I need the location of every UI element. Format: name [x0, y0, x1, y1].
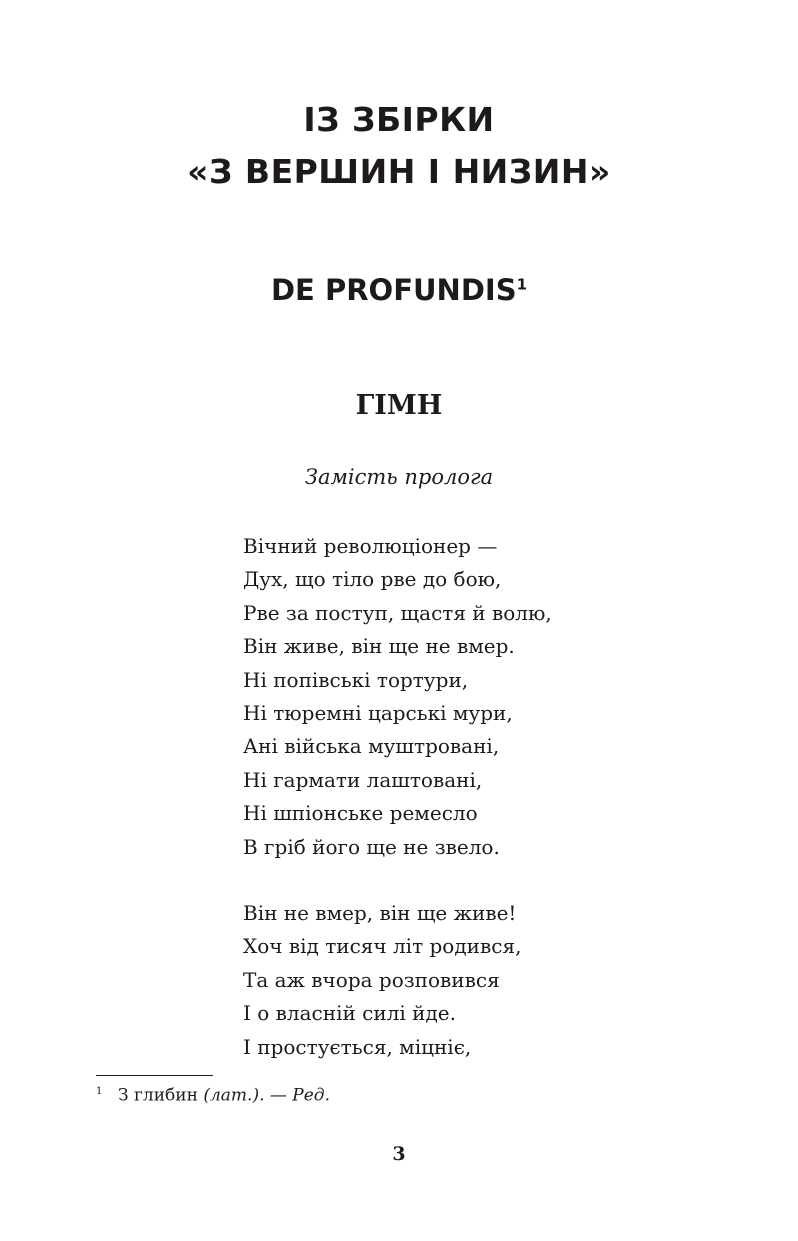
poem-line: Він не вмер, він ще живе! — [243, 901, 517, 925]
poem-line: Ні попівські тортури, — [243, 667, 469, 692]
poem-line: Ні гармати лаштовані, — [243, 767, 483, 792]
footnote-text: З глибин — [118, 1085, 204, 1106]
poem-title: ГІМН — [355, 390, 443, 421]
poem-line: Хоч від тисяч літ родився, — [243, 934, 522, 959]
footnote-italic-text: (лат.). — Ред. — [203, 1085, 330, 1106]
poem-epigraph: Замість пролога — [304, 465, 494, 489]
poem-line: Дух, що тіло рве до бою, — [243, 567, 502, 592]
poem-line: В гріб його ще не звело. — [243, 834, 500, 859]
footnote-divider — [96, 1075, 213, 1076]
footnote — [96, 1080, 330, 1108]
poem-line: І простується, міцніє, — [243, 1034, 472, 1059]
poem-line: Ні шпіонське ремесло — [243, 801, 478, 826]
section-title-line-1: ІЗ ЗБІРКИ — [303, 100, 495, 139]
subsection-title — [0, 270, 798, 310]
poem-stanza-1 — [243, 530, 552, 864]
section-title-line-2: «З ВЕРШИН І НИЗИН» — [187, 152, 611, 191]
page-number: 3 — [392, 1143, 406, 1165]
subsection-title-text: DE PROFUNDIS — [270, 273, 517, 307]
footnote-mark: 1 — [96, 1086, 103, 1097]
poem-stanza-2 — [243, 897, 521, 1064]
poem-line: Вічний революціонер — — [243, 534, 498, 558]
poem-line: Ані війська муштровані, — [243, 734, 500, 759]
poem-line: Він живе, він ще не вмер. — [243, 634, 515, 659]
footnote-reference: 1 — [516, 275, 528, 294]
poem-line: І о власній силі йде. — [243, 1001, 456, 1026]
poem-line: Та аж вчора розповився — [243, 967, 500, 992]
poem-line: Рве за поступ, щастя й волю, — [243, 600, 552, 625]
poem-line: Ні тюремні царські мури, — [243, 700, 513, 725]
